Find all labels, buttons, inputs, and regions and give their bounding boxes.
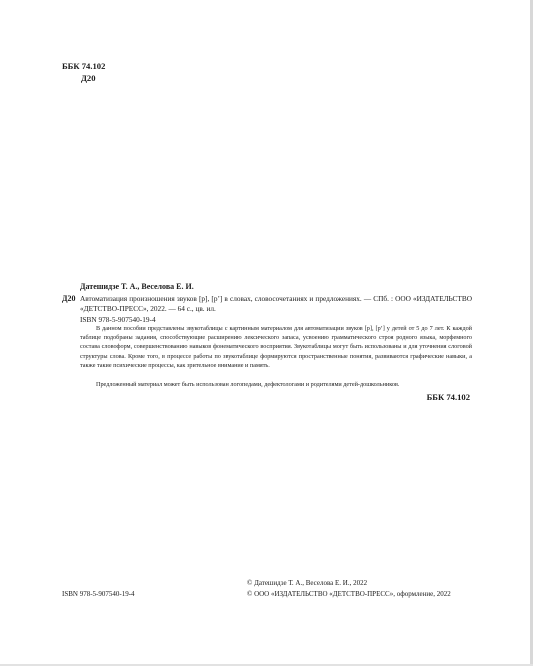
footer-isbn: ISBN 978-5-907540-19-4 bbox=[62, 590, 135, 598]
annotation-paragraph: В данном пособии представлены звукотаблицы с картинным материалом для автоматизации звуков [р], [р’] у детей от 5 до 7 лет. К каждой таблице подобраны задания, способствующие расширению лексического запаса, усвоению грамматического строя родного языка, морфемного состава словоформ, совершенствованию навыков фонематического восприятия. Звукотаблицы могут быть использованы и для уточнения слоговой структуры слова. Кроме того, в процессе работы по звукотаблице формируются пространственные понятия, развиваются графические навыки, а также такие психические процессы, как зрительное внимание и память. bbox=[80, 325, 472, 369]
bibliographic-description: Автоматизация произношения звуков [р], [р’] в словах, словосочетаниях и предложениях. — СПб. : ООО «ИЗДАТЕЛЬСТВО «ДЕТСТВО-ПРЕСС», 2022. — 64 с., цв. ил. bbox=[80, 294, 472, 314]
record-bbk-code: ББК 74.102 bbox=[426, 392, 470, 402]
record-isbn: ISBN 978-5-907540-19-4 bbox=[80, 315, 156, 324]
record-author-mark: Д20 bbox=[62, 294, 76, 303]
copyright-block bbox=[247, 578, 451, 600]
copyright-publisher: © ООО «ИЗДАТЕЛЬСТВО «ДЕТСТВО-ПРЕСС», оформление, 2022 bbox=[247, 590, 451, 598]
annotation-audience: Предложенный материал может быть использован логопедами, дефектологами и родителями детей-дошкольников. bbox=[96, 381, 400, 388]
copyright-authors: © Датешидзе Т. А., Веселова Е. И., 2022 bbox=[247, 579, 368, 587]
bbk-class-code: ББК 74.102 bbox=[62, 61, 106, 71]
record-authors: Датешидзе Т. А., Веселова Е. И. bbox=[80, 282, 194, 291]
author-mark: Д20 bbox=[81, 73, 96, 83]
